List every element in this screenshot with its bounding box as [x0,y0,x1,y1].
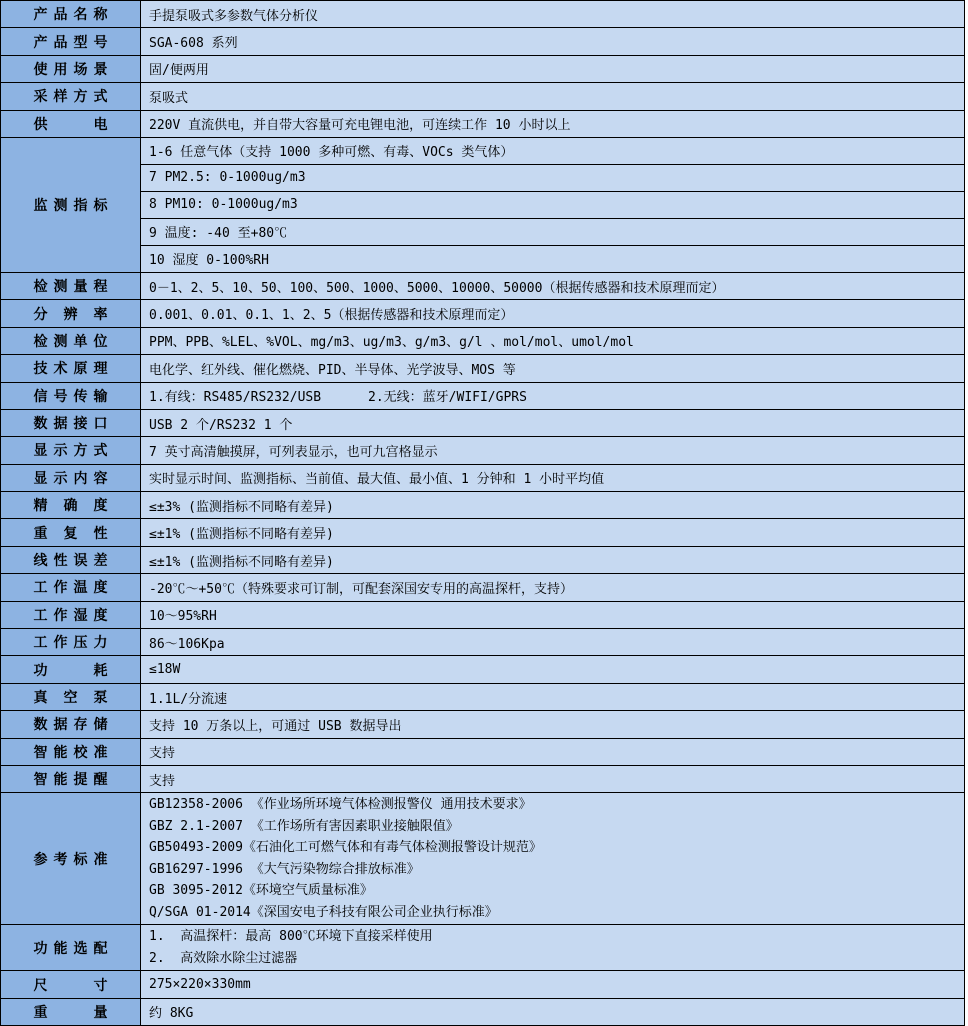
spec-label-text: 采样方式 [33,88,108,105]
spec-label-text: 检测单位 [33,332,108,349]
spec-label-text: 数据存储 [33,716,108,733]
spec-value-line: GB 3095-2012《环境空气质量标准》 [149,883,373,899]
table-row [1,409,965,436]
table-row [1,1,965,28]
spec-value: USB 2 个/RS232 1 个 [141,409,965,436]
spec-label-text: 监测指标 [33,196,108,213]
spec-value: 10～95%RH [141,601,965,628]
spec-value: ≤±3% (监测指标不同略有差异) [141,492,965,519]
spec-label-text: 重量 [33,1003,108,1020]
table-row [1,191,965,218]
spec-value: 实时显示时间、监测指标、当前值、最大值、最小值、1 分钟和 1 小时平均值 [141,464,965,491]
spec-label [1,464,141,491]
table-row [1,492,965,519]
spec-label-text: 显示内容 [33,469,108,486]
table-row [1,218,965,245]
spec-label-text: 分辨率 [33,305,108,322]
table-row [1,464,965,491]
spec-label [1,546,141,573]
spec-label-text: 参考标准 [33,850,108,867]
spec-value: 1-6 任意气体（支持 1000 多种可燃、有毒、VOCs 类气体） [141,137,965,164]
spec-value: 9 温度: -40 至+80℃ [141,218,965,245]
table-row [1,656,965,683]
spec-value-line: GB16297-1996 《大气污染物综合排放标准》 [149,861,420,877]
spec-label [1,793,141,925]
spec-value: SGA-608 系列 [141,28,965,55]
table-row [1,110,965,137]
spec-label [1,738,141,765]
table-row [1,765,965,792]
spec-label-text: 精确度 [33,497,108,514]
table-row [1,137,965,164]
spec-value: 支持 [141,738,965,765]
table-row [1,574,965,601]
spec-label-text: 线性误差 [33,552,108,569]
spec-label [1,355,141,382]
spec-label-text: 产品名称 [33,6,108,23]
spec-value: 电化学、红外线、催化燃烧、PID、半导体、光学波导、MOS 等 [141,355,965,382]
spec-value: 约 8KG [141,998,965,1025]
spec-label [1,28,141,55]
spec-value-line: 2. 高效除水除尘过滤器 [149,950,298,966]
spec-label-text: 真空泵 [33,689,108,705]
spec-value: ≤18W [141,656,965,683]
spec-value: 固/便两用 [141,55,965,82]
spec-value: 8 PM10: 0-1000ug/m3 [141,191,965,218]
table-row [1,711,965,738]
spec-table-body [1,1,965,1026]
table-row [1,300,965,327]
table-row [1,925,965,971]
spec-value-multiline [141,793,965,925]
spec-label-text: 显示方式 [33,442,108,459]
spec-label-text: 检测量程 [33,278,108,295]
spec-value-line: GB12358-2006 《作业场所环境气体检测报警仪 通用技术要求》 [149,797,532,813]
spec-label-text: 智能校准 [33,743,108,760]
spec-label-text: 数据接口 [33,415,108,432]
spec-label [1,327,141,354]
spec-label [1,925,141,971]
spec-label [1,83,141,110]
spec-value-line: GBZ 2.1-2007 《工作场所有害因素职业接触限值》 [149,818,459,834]
spec-label-text: 智能提醒 [33,771,108,788]
spec-value: 86～106Kpa [141,629,965,656]
table-row [1,971,965,998]
spec-value: 手提泵吸式多参数气体分析仪 [141,1,965,28]
spec-label-text: 工作温度 [33,579,108,596]
table-row [1,327,965,354]
spec-label [1,437,141,464]
spec-label [1,656,141,683]
table-row [1,83,965,110]
spec-value: 1.1L/分流速 [141,683,965,710]
spec-label-text: 供电 [33,115,108,132]
spec-value: 支持 10 万条以上，可通过 USB 数据导出 [141,711,965,738]
table-row [1,546,965,573]
spec-value: 0－1、2、5、10、50、100、500、1000、5000、10000、50000（根据传感器和技术原理而定） [141,272,965,299]
table-row [1,245,965,272]
spec-value: 0.001、0.01、0.1、1、2、5（根据传感器和技术原理而定） [141,300,965,327]
spec-label-text: 工作压力 [33,634,108,651]
spec-label-text: 信号传输 [33,387,108,404]
table-row [1,382,965,409]
spec-value-line: 1. 高温探杆：最高 800℃环境下直接采样使用 [149,929,433,945]
spec-label [1,711,141,738]
spec-value: -20℃～+50℃（特殊要求可订制，可配套深国安专用的高温探杆，支持） [141,574,965,601]
table-row [1,998,965,1025]
spec-label [1,300,141,327]
spec-label [1,683,141,710]
table-row [1,164,965,191]
spec-label-text: 重复性 [33,524,108,541]
spec-label [1,765,141,792]
table-row [1,355,965,382]
table-row [1,601,965,628]
spec-value: 7 PM2.5: 0-1000ug/m3 [141,164,965,191]
spec-value: ≤±1% (监测指标不同略有差异) [141,519,965,546]
spec-label [1,1,141,28]
table-row [1,55,965,82]
table-row [1,683,965,710]
spec-value: 10 湿度 0-100%RH [141,245,965,272]
spec-label [1,492,141,519]
spec-label-text: 功耗 [33,661,108,678]
spec-value-line: Q/SGA 01-2014《深国安电子科技有限公司企业执行标准》 [149,904,498,920]
spec-label-text: 使用场景 [33,60,108,77]
table-row [1,738,965,765]
table-row [1,272,965,299]
table-row [1,437,965,464]
table-row [1,519,965,546]
spec-label-text: 技术原理 [33,360,108,377]
spec-value: PPM、PPB、%LEL、%VOL、mg/m3、ug/m3、g/m3、g/l 、mol/mol、umol/mol [141,327,965,354]
spec-value: ≤±1% (监测指标不同略有差异) [141,546,965,573]
spec-label [1,574,141,601]
spec-value: 1.有线：RS485/RS232/USB 2.无线：蓝牙/WIFI/GPRS [141,382,965,409]
spec-value: 泵吸式 [141,83,965,110]
spec-label [1,110,141,137]
spec-label-text: 产品型号 [33,33,108,50]
spec-label [1,998,141,1025]
spec-label [1,601,141,628]
spec-label-text: 尺寸 [33,976,108,993]
spec-label [1,55,141,82]
spec-label [1,519,141,546]
table-row [1,28,965,55]
spec-label [1,971,141,998]
spec-label-text: 功能选配 [33,939,108,956]
table-row [1,629,965,656]
spec-label [1,137,141,272]
spec-value: 支持 [141,765,965,792]
spec-label-text: 工作湿度 [33,606,108,623]
spec-value: 220V 直流供电，并自带大容量可充电锂电池，可连续工作 10 小时以上 [141,110,965,137]
spec-value: 275×220×330mm [141,971,965,998]
spec-label [1,409,141,436]
spec-label [1,629,141,656]
spec-value: 7 英寸高清触摸屏，可列表显示，也可九宫格显示 [141,437,965,464]
table-row [1,793,965,925]
spec-value-line: GB50493-2009《石油化工可燃气体和有毒气体检测报警设计规范》 [149,840,542,856]
spec-label [1,272,141,299]
spec-label [1,382,141,409]
spec-value-multiline [141,925,965,971]
